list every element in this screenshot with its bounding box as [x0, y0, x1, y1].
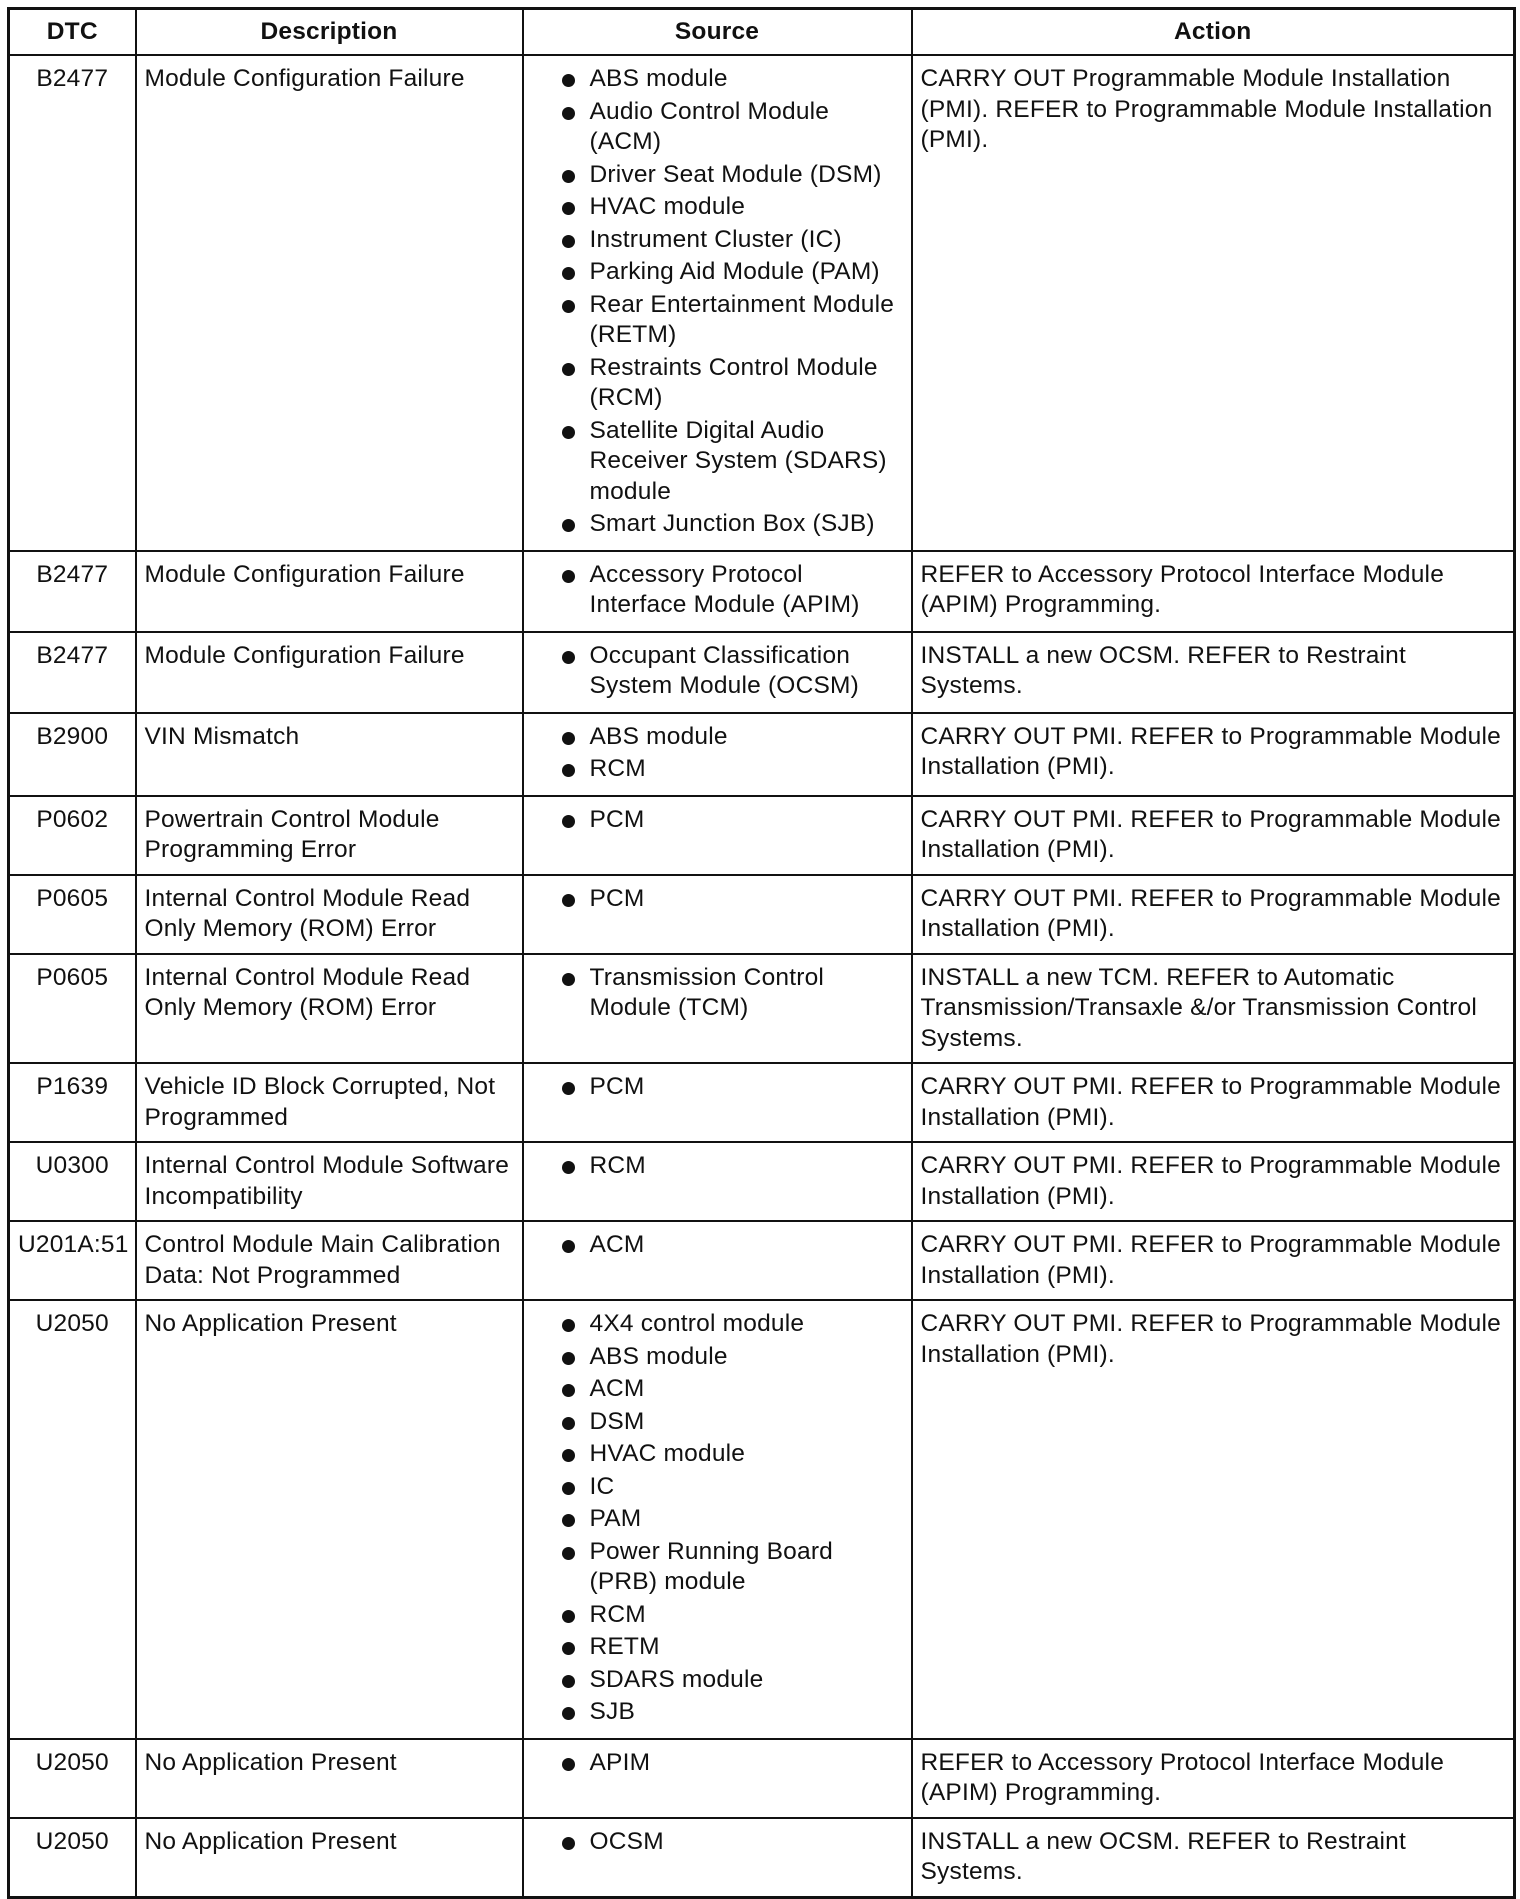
source-list	[532, 1748, 903, 1779]
source-list-item: DSM	[560, 1407, 903, 1438]
dtc-source-cell	[523, 875, 912, 954]
dtc-description: Vehicle ID Block Corrupted, Not Programmed	[136, 1063, 523, 1142]
source-list	[532, 64, 903, 540]
dtc-description: No Application Present	[136, 1739, 523, 1818]
source-list-item: Satellite Digital Audio Receiver System (SDARS) module	[560, 416, 903, 508]
source-list-item: OCSM	[560, 1827, 903, 1858]
source-list-item: Occupant Classification System Module (OCSM)	[560, 641, 903, 702]
dtc-description: Control Module Main Calibration Data: Not Programmed	[136, 1221, 523, 1300]
dtc-code: P0605	[9, 875, 136, 954]
source-list-item: HVAC module	[560, 192, 903, 223]
dtc-action: CARRY OUT PMI. REFER to Programmable Module Installation (PMI).	[912, 1300, 1515, 1739]
dtc-description: Internal Control Module Read Only Memory (ROM) Error	[136, 954, 523, 1064]
source-list	[532, 884, 903, 915]
source-list	[532, 560, 903, 621]
dtc-source-cell	[523, 1142, 912, 1221]
dtc-action: INSTALL a new TCM. REFER to Automatic Transmission/Transaxle &/or Transmission Control Systems.	[912, 954, 1515, 1064]
source-list-item: ABS module	[560, 1342, 903, 1373]
table-row	[9, 796, 1515, 875]
dtc-description: Internal Control Module Software Incompatibility	[136, 1142, 523, 1221]
source-list-item: ABS module	[560, 722, 903, 753]
dtc-code: U0300	[9, 1142, 136, 1221]
dtc-code: U2050	[9, 1739, 136, 1818]
dtc-action: CARRY OUT PMI. REFER to Programmable Module Installation (PMI).	[912, 713, 1515, 796]
dtc-code: B2477	[9, 632, 136, 713]
header-action: Action	[912, 9, 1515, 56]
source-list	[532, 963, 903, 1024]
source-list-item: RCM	[560, 1151, 903, 1182]
source-list-item: SJB	[560, 1697, 903, 1728]
source-list-item: Parking Aid Module (PAM)	[560, 257, 903, 288]
source-list-item: Driver Seat Module (DSM)	[560, 160, 903, 191]
dtc-code: U2050	[9, 1300, 136, 1739]
dtc-source-cell	[523, 632, 912, 713]
dtc-code: P0602	[9, 796, 136, 875]
dtc-action: CARRY OUT PMI. REFER to Programmable Module Installation (PMI).	[912, 875, 1515, 954]
table-row	[9, 1142, 1515, 1221]
table-row	[9, 875, 1515, 954]
dtc-code: B2477	[9, 551, 136, 632]
source-list-item: PCM	[560, 1072, 903, 1103]
source-list-item: PAM	[560, 1504, 903, 1535]
source-list-item: PCM	[560, 884, 903, 915]
source-list	[532, 1230, 903, 1261]
dtc-code: B2477	[9, 55, 136, 551]
dtc-action: INSTALL a new OCSM. REFER to Restraint Systems.	[912, 632, 1515, 713]
source-list-item: RCM	[560, 754, 903, 785]
source-list-item: HVAC module	[560, 1439, 903, 1470]
dtc-description: No Application Present	[136, 1818, 523, 1898]
table-row	[9, 551, 1515, 632]
source-list-item: ACM	[560, 1374, 903, 1405]
table-row	[9, 954, 1515, 1064]
dtc-source-cell	[523, 796, 912, 875]
table-row	[9, 1739, 1515, 1818]
source-list-item: Transmission Control Module (TCM)	[560, 963, 903, 1024]
dtc-code: U2050	[9, 1818, 136, 1898]
source-list-item: SDARS module	[560, 1665, 903, 1696]
table-row	[9, 1818, 1515, 1898]
table-row	[9, 1063, 1515, 1142]
dtc-action: CARRY OUT PMI. REFER to Programmable Module Installation (PMI).	[912, 1221, 1515, 1300]
source-list-item: Accessory Protocol Interface Module (APIM)	[560, 560, 903, 621]
source-list-item: Power Running Board (PRB) module	[560, 1537, 903, 1598]
source-list	[532, 805, 903, 836]
dtc-code: P0605	[9, 954, 136, 1064]
table-row	[9, 1300, 1515, 1739]
dtc-description: Internal Control Module Read Only Memory (ROM) Error	[136, 875, 523, 954]
source-list-item: RETM	[560, 1632, 903, 1663]
dtc-action: CARRY OUT PMI. REFER to Programmable Module Installation (PMI).	[912, 1142, 1515, 1221]
dtc-source-cell	[523, 551, 912, 632]
source-list-item: IC	[560, 1472, 903, 1503]
dtc-source-cell	[523, 713, 912, 796]
source-list-item: APIM	[560, 1748, 903, 1779]
source-list-item: RCM	[560, 1600, 903, 1631]
table-header-row	[9, 9, 1515, 56]
dtc-source-cell	[523, 954, 912, 1064]
dtc-code: U201A:51	[9, 1221, 136, 1300]
dtc-code: B2900	[9, 713, 136, 796]
dtc-action: REFER to Accessory Protocol Interface Module (APIM) Programming.	[912, 551, 1515, 632]
table-row	[9, 1221, 1515, 1300]
source-list	[532, 1072, 903, 1103]
dtc-description: VIN Mismatch	[136, 713, 523, 796]
dtc-source-cell	[523, 1300, 912, 1739]
source-list	[532, 1827, 903, 1858]
dtc-description: Powertrain Control Module Programming Error	[136, 796, 523, 875]
source-list	[532, 1151, 903, 1182]
dtc-action: INSTALL a new OCSM. REFER to Restraint Systems.	[912, 1818, 1515, 1898]
dtc-table	[7, 7, 1516, 1899]
source-list	[532, 1309, 903, 1728]
dtc-action: REFER to Accessory Protocol Interface Module (APIM) Programming.	[912, 1739, 1515, 1818]
dtc-code: P1639	[9, 1063, 136, 1142]
dtc-description: Module Configuration Failure	[136, 632, 523, 713]
dtc-source-cell	[523, 1818, 912, 1898]
dtc-description: Module Configuration Failure	[136, 551, 523, 632]
source-list-item: ACM	[560, 1230, 903, 1261]
table-row	[9, 713, 1515, 796]
source-list-item: Audio Control Module (ACM)	[560, 97, 903, 158]
source-list-item: Rear Entertainment Module (RETM)	[560, 290, 903, 351]
dtc-source-cell	[523, 1739, 912, 1818]
source-list-item: 4X4 control module	[560, 1309, 903, 1340]
dtc-source-cell	[523, 1063, 912, 1142]
dtc-action: CARRY OUT PMI. REFER to Programmable Module Installation (PMI).	[912, 1063, 1515, 1142]
header-source: Source	[523, 9, 912, 56]
dtc-description: Module Configuration Failure	[136, 55, 523, 551]
dtc-source-cell	[523, 55, 912, 551]
source-list-item: Instrument Cluster (IC)	[560, 225, 903, 256]
source-list-item: Smart Junction Box (SJB)	[560, 509, 903, 540]
table-row	[9, 55, 1515, 551]
dtc-description: No Application Present	[136, 1300, 523, 1739]
source-list-item: Restraints Control Module (RCM)	[560, 353, 903, 414]
source-list	[532, 722, 903, 785]
dtc-action: CARRY OUT Programmable Module Installation (PMI). REFER to Programmable Module Installation (PMI).	[912, 55, 1515, 551]
source-list-item: PCM	[560, 805, 903, 836]
header-description: Description	[136, 9, 523, 56]
source-list	[532, 641, 903, 702]
table-body	[9, 55, 1515, 1897]
table-row	[9, 632, 1515, 713]
header-dtc: DTC	[9, 9, 136, 56]
dtc-action: CARRY OUT PMI. REFER to Programmable Module Installation (PMI).	[912, 796, 1515, 875]
source-list-item: ABS module	[560, 64, 903, 95]
dtc-source-cell	[523, 1221, 912, 1300]
